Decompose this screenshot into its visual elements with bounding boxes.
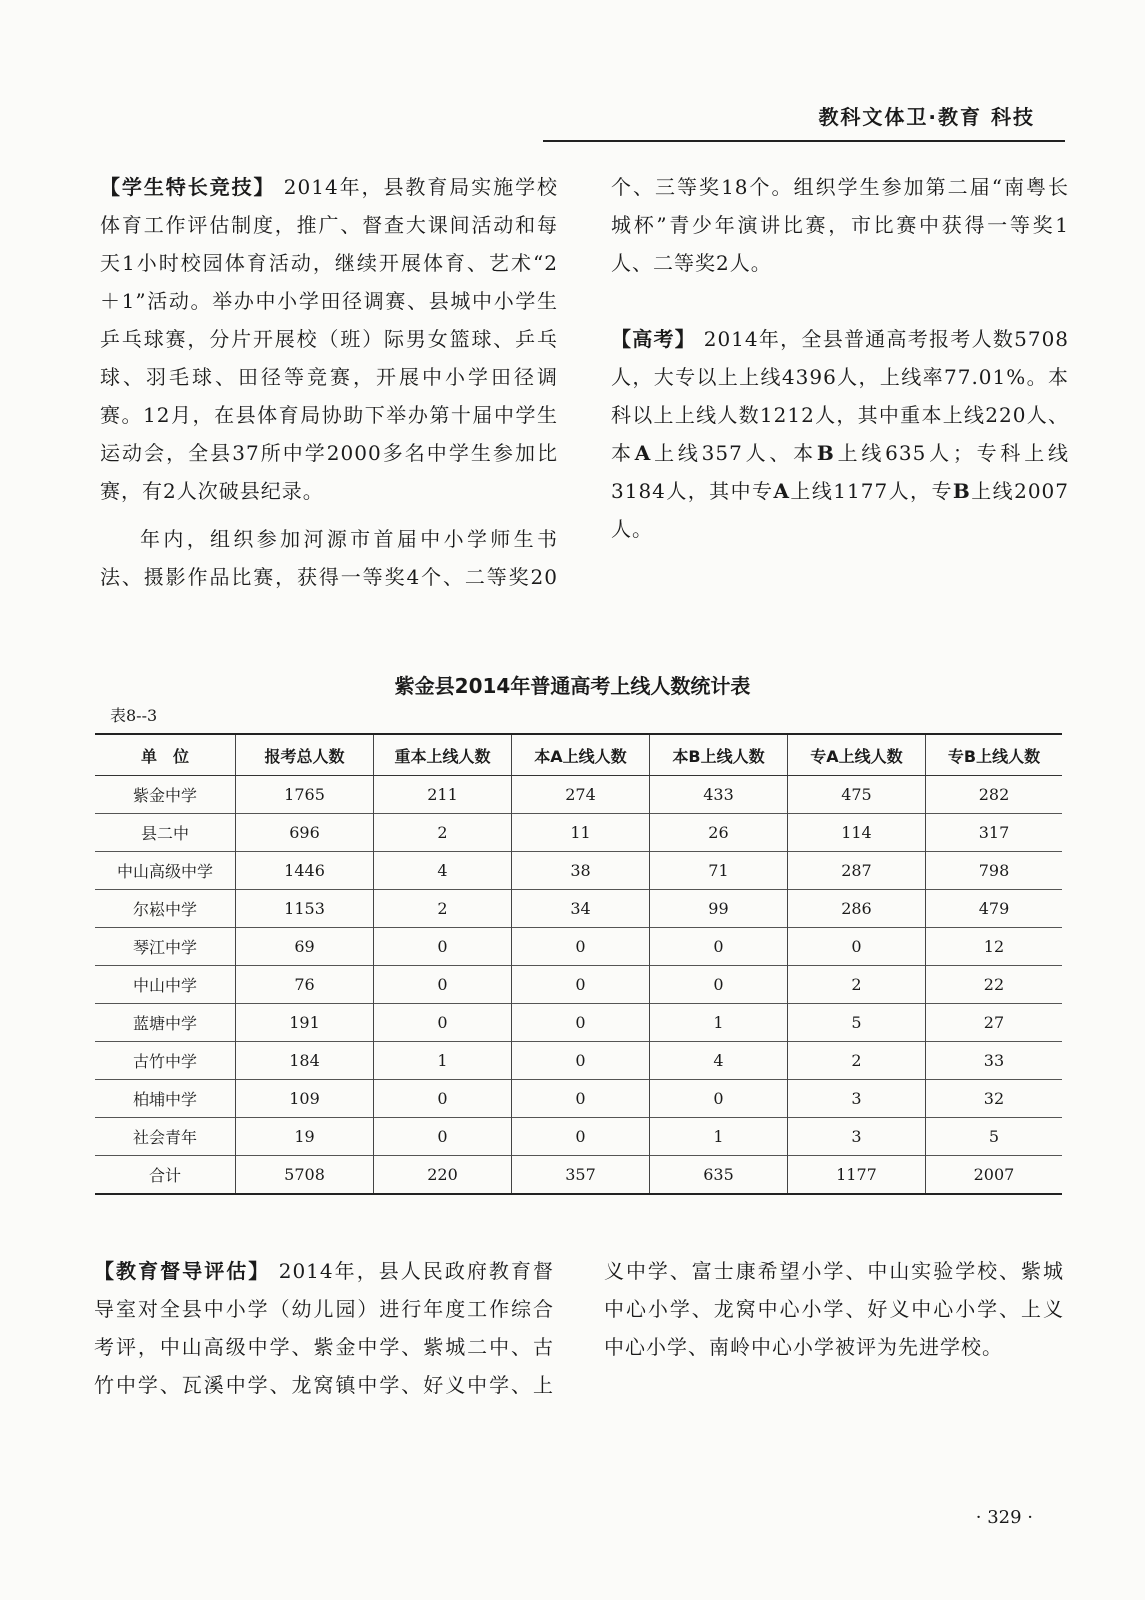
sports-para2: 年内，组织参加河源市首届中小学师生书法、摄影作品比赛，获得一等奖4个、二等奖20个、三等奖18个。组织学生参加第二届“南粤长城杯”青少年演讲比赛，市比赛中获得一等奖1人、二等奖2人。	[100, 175, 1069, 589]
col-header-zhuan-a: 专A上线人数	[787, 734, 925, 776]
col-header-ben-b: 本B上线人数	[649, 734, 787, 776]
table-cell: 1	[649, 1004, 787, 1042]
supervision-section	[94, 1252, 1064, 1412]
table-cell: 274	[512, 776, 650, 814]
table-row	[95, 852, 1062, 890]
gaokao-text-4: 上线1177人，专	[790, 479, 953, 503]
table-cell: 99	[649, 890, 787, 928]
col-header-unit: 单 位	[95, 734, 236, 776]
table-cell: 1177	[787, 1156, 925, 1195]
table-cell: 0	[649, 966, 787, 1004]
col-header-zhuan-b: 专B上线人数	[925, 734, 1062, 776]
supervision-paragraph	[94, 1252, 1064, 1404]
table-cell: 282	[925, 776, 1062, 814]
table-row	[95, 1080, 1062, 1118]
gaokao-grade-b: B	[816, 441, 835, 465]
table-cell: 柏埔中学	[95, 1080, 236, 1118]
table-row	[95, 776, 1062, 814]
table-cell: 社会青年	[95, 1118, 236, 1156]
table-cell: 蓝塘中学	[95, 1004, 236, 1042]
table-row	[95, 814, 1062, 852]
table-cell: 191	[236, 1004, 374, 1042]
table-cell: 4	[649, 1042, 787, 1080]
table-cell: 22	[925, 966, 1062, 1004]
col-header-total: 报考总人数	[236, 734, 374, 776]
table-cell: 479	[925, 890, 1062, 928]
table-cell: 76	[236, 966, 374, 1004]
table-cell: 696	[236, 814, 374, 852]
supervision-body: 2014年，县人民政府教育督导室对全县中小学（幼儿园）进行年度工作综合考评，中山高级中学、紫金中学、紫城二中、古竹中学、瓦溪中学、龙窝镇中学、好义中学、上义中学、富士康希望小学、中山实验学校、紫城中心小学、龙窝中心小学、好义中心小学、上义中心小学、南岭中心小学被评为先进学校。	[94, 1259, 1064, 1397]
sports-paragraph	[100, 168, 558, 510]
table-cell: 33	[925, 1042, 1062, 1080]
table-cell: 114	[787, 814, 925, 852]
table-cell: 11	[512, 814, 650, 852]
table-cell: 1153	[236, 890, 374, 928]
table-cell: 5	[925, 1118, 1062, 1156]
table-row	[95, 928, 1062, 966]
table-cell: 475	[787, 776, 925, 814]
table-cell: 12	[925, 928, 1062, 966]
table-cell: 1765	[236, 776, 374, 814]
table-cell: 0	[512, 966, 650, 1004]
table-cell: 中山高级中学	[95, 852, 236, 890]
table-row	[95, 1004, 1062, 1042]
supervision-heading: 【教育督导评估】	[94, 1259, 271, 1283]
table-number: 表8--3	[110, 706, 158, 725]
table-row	[95, 1118, 1062, 1156]
table-cell: 5708	[236, 1156, 374, 1195]
table-cell: 0	[512, 1080, 650, 1118]
gaokao-text-2: 上线357人、本	[651, 441, 817, 465]
gaokao-text-3: 上线635人；专科上线3184人，其中专	[611, 441, 1069, 503]
table-cell: 357	[512, 1156, 650, 1195]
gaokao-section	[611, 320, 1069, 580]
table-cell: 2	[374, 814, 512, 852]
gaokao-paragraph	[611, 320, 1069, 548]
table-cell: 1	[374, 1042, 512, 1080]
sports-body: 2014年，县教育局实施学校体育工作评估制度，推广、督查大课间活动和每天1小时校园体育活动，继续开展体育、艺术“2＋1”活动。举办中小学田径调赛、县城中小学生乒乓球赛，分片开展校（班）际男女篮球、乒乓球、羽毛球、田径等竞赛，开展中小学田径调赛。12月，在县体育局协助下举办第十届中学生运动会，全县37所中学2000多名中学生参加比赛，有2人次破县纪录。	[100, 175, 558, 503]
header-rule	[543, 140, 1065, 142]
table-cell: 0	[649, 928, 787, 966]
table-cell: 32	[925, 1080, 1062, 1118]
table-cell: 317	[925, 814, 1062, 852]
table-cell: 县二中	[95, 814, 236, 852]
table-row	[95, 1042, 1062, 1080]
table-cell: 0	[512, 1004, 650, 1042]
table-cell: 71	[649, 852, 787, 890]
table-cell: 184	[236, 1042, 374, 1080]
table-cell: 0	[512, 928, 650, 966]
table-cell: 798	[925, 852, 1062, 890]
table-cell: 211	[374, 776, 512, 814]
table-cell: 2007	[925, 1156, 1062, 1195]
table-cell: 0	[374, 928, 512, 966]
table-cell: 中山中学	[95, 966, 236, 1004]
gaokao-grade-a-2: A	[773, 479, 790, 503]
sports-heading: 【学生特长竞技】	[100, 175, 276, 199]
table-cell: 合计	[95, 1156, 236, 1195]
table-cell: 38	[512, 852, 650, 890]
table-cell: 34	[512, 890, 650, 928]
table-row	[95, 890, 1062, 928]
table-cell: 2	[374, 890, 512, 928]
table-cell: 433	[649, 776, 787, 814]
table-cell: 0	[512, 1118, 650, 1156]
table-cell: 3	[787, 1080, 925, 1118]
table-cell: 0	[374, 1080, 512, 1118]
gaokao-grade-b-2: B	[952, 479, 971, 503]
table-cell: 琴江中学	[95, 928, 236, 966]
table-cell: 286	[787, 890, 925, 928]
table-cell: 紫金中学	[95, 776, 236, 814]
col-header-ben-a: 本A上线人数	[512, 734, 650, 776]
table-cell: 3	[787, 1118, 925, 1156]
table-cell: 1446	[236, 852, 374, 890]
gaokao-grade-a: A	[634, 441, 652, 465]
gaokao-text-1: 2014年，全县普通高考报考人数5708人，大专以上上线4396人，上线率77.01%。本科以上上线人数1212人，其中重本上线220人、本	[611, 327, 1070, 465]
table-cell: 0	[374, 1004, 512, 1042]
table-cell: 4	[374, 852, 512, 890]
table-row	[95, 966, 1062, 1004]
table-cell: 27	[925, 1004, 1062, 1042]
table-header-row	[95, 734, 1062, 776]
table-cell: 109	[236, 1080, 374, 1118]
table-cell: 古竹中学	[95, 1042, 236, 1080]
page-number: · 329 ·	[975, 1507, 1033, 1528]
table-cell: 0	[374, 1118, 512, 1156]
table-cell: 220	[374, 1156, 512, 1195]
table-cell: 69	[236, 928, 374, 966]
table-cell: 尔崧中学	[95, 890, 236, 928]
table-cell: 1	[649, 1118, 787, 1156]
table-cell: 0	[374, 966, 512, 1004]
table-total-row	[95, 1156, 1062, 1195]
table-cell: 287	[787, 852, 925, 890]
table-title: 紫金县2014年普通高考上线人数统计表	[394, 674, 751, 698]
table-cell: 19	[236, 1118, 374, 1156]
gaokao-text-5: 上线2007人。	[611, 479, 1069, 541]
table-cell: 0	[787, 928, 925, 966]
gaokao-heading: 【高考】	[611, 327, 697, 351]
table-cell: 2	[787, 966, 925, 1004]
table-cell: 26	[649, 814, 787, 852]
gaokao-stats-table	[95, 733, 1062, 1195]
table-cell: 5	[787, 1004, 925, 1042]
table-cell: 0	[512, 1042, 650, 1080]
table-cell: 0	[649, 1080, 787, 1118]
table-cell: 635	[649, 1156, 787, 1195]
table-cell: 2	[787, 1042, 925, 1080]
running-header: 教科文体卫·教育 科技	[818, 105, 1035, 129]
col-header-key: 重本上线人数	[374, 734, 512, 776]
